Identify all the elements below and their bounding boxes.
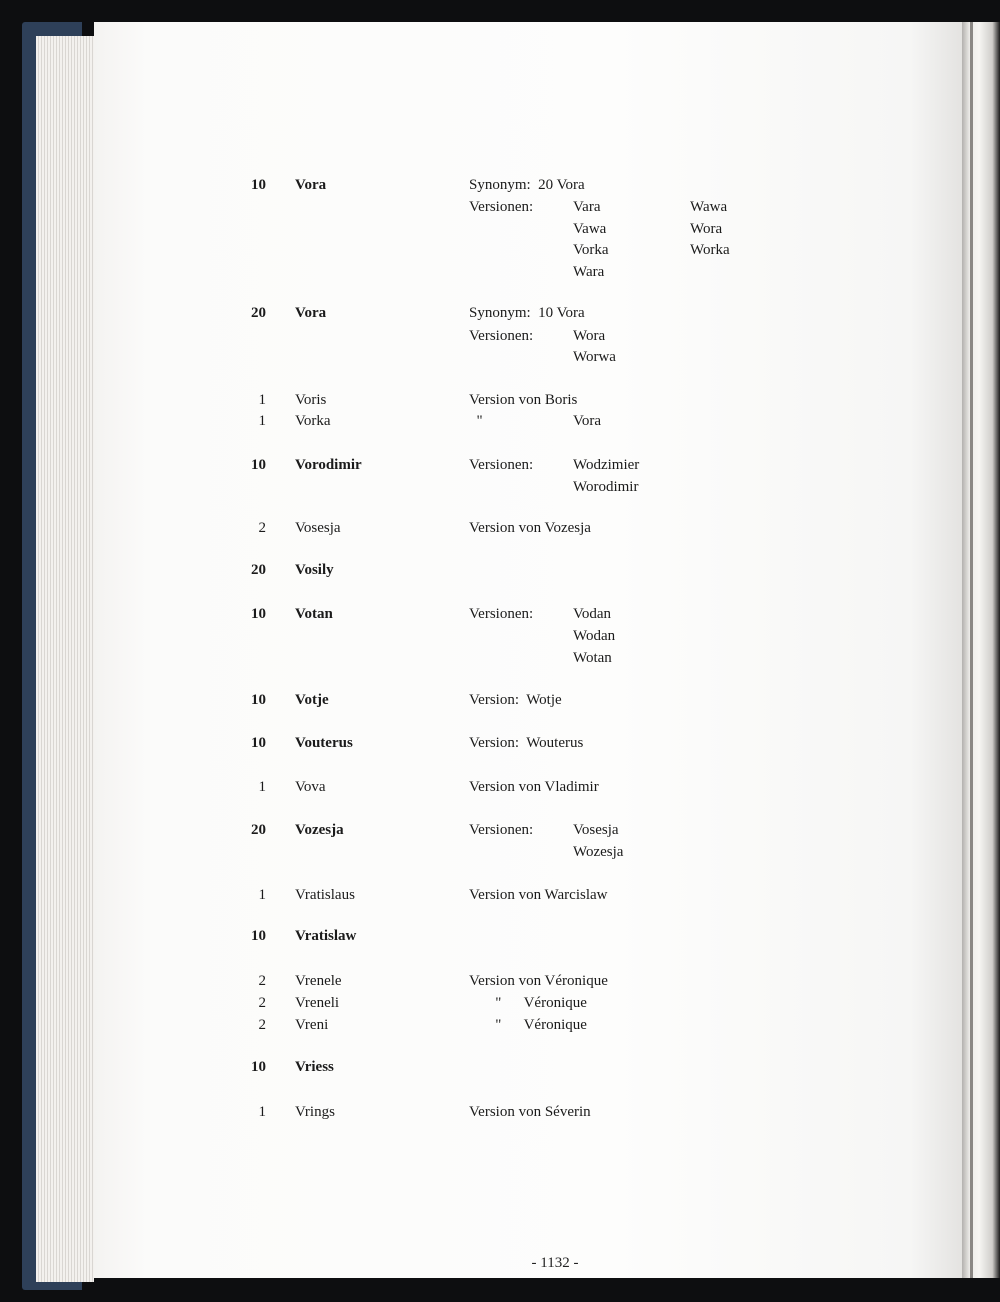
entry-row (0, 196, 1000, 218)
entry-count: 20 (251, 562, 266, 578)
entry-relation: Versionen: (469, 199, 534, 215)
entry-row (0, 346, 1000, 368)
entry-variant-extra: Wawa (690, 199, 728, 215)
entry-row (0, 218, 1000, 240)
entry-name: Vratislaus (295, 887, 355, 903)
entry-variant: Vara (573, 199, 601, 215)
entry-row (0, 689, 1000, 711)
entry-variant: Vawa (573, 221, 607, 237)
entry-count: 1 (258, 392, 266, 408)
entry-name: Vriess (295, 1059, 334, 1075)
entry-variant: Wara (573, 264, 605, 280)
entry-variant: Wotan (573, 650, 612, 666)
entry-row (0, 410, 1000, 432)
entry-count: 10 (251, 177, 266, 193)
entry-relation: Version von Boris (469, 392, 578, 408)
entry-count: 20 (251, 305, 266, 321)
entry-variant-extra: Wora (690, 221, 723, 237)
entry-count: 10 (251, 928, 266, 944)
entry-name: Vora (295, 305, 327, 321)
entry-relation: Version von Vozesja (469, 520, 591, 536)
entry-relation: " (469, 413, 483, 429)
entry-relation: Versionen: (469, 328, 534, 344)
entry-count: 10 (251, 606, 266, 622)
entry-count: 10 (251, 457, 266, 473)
entry-row (0, 1014, 1000, 1036)
entry-count: 1 (258, 779, 266, 795)
entry-count: 20 (251, 822, 266, 838)
entry-row (0, 559, 1000, 581)
entry-row (0, 970, 1000, 992)
entry-relation: Version von Vladimir (469, 779, 599, 795)
entry-count: 2 (258, 973, 266, 989)
entry-variant: Worodimir (573, 479, 639, 495)
entry-relation: Version von Véronique (469, 973, 608, 989)
entry-name: Vosily (295, 562, 334, 578)
entry-count: 1 (258, 1104, 266, 1120)
entry-row (0, 1101, 1000, 1123)
entry-row (0, 776, 1000, 798)
entry-row (0, 476, 1000, 498)
entry-name: Vrings (295, 1104, 335, 1120)
entry-row (0, 1056, 1000, 1078)
entry-variant: Vora (573, 413, 602, 429)
page-number: - 1132 - (531, 1255, 579, 1271)
entry-variant: Wodan (573, 628, 616, 644)
entry-row (0, 925, 1000, 947)
entry-variant-extra: Worka (690, 242, 730, 258)
entry-name: Voris (295, 392, 327, 408)
entry-relation: Synonym: 10 Vora (469, 305, 585, 321)
entry-row (0, 389, 1000, 411)
entry-name: Vratislaw (295, 928, 357, 944)
entry-relation: Versionen: (469, 606, 534, 622)
entry-count: 10 (251, 692, 266, 708)
entry-row (0, 647, 1000, 669)
entry-count: 1 (258, 413, 266, 429)
entry-variant: Vorka (573, 242, 609, 258)
entry-row (0, 517, 1000, 539)
entry-variant: Wora (573, 328, 606, 344)
entry-name: Vova (295, 779, 326, 795)
entry-row (0, 884, 1000, 906)
entry-relation: Version von Warcislaw (469, 887, 608, 903)
entry-relation: " Véronique (469, 995, 587, 1011)
entry-name: Vrenele (295, 973, 342, 989)
entry-variant: Worwa (573, 349, 616, 365)
entry-row (0, 841, 1000, 863)
entry-relation: Version von Séverin (469, 1104, 591, 1120)
entry-row (0, 454, 1000, 476)
entry-count: 10 (251, 1059, 266, 1075)
entry-name: Vreneli (295, 995, 340, 1011)
entry-row (0, 992, 1000, 1014)
entry-row (0, 819, 1000, 841)
entry-name: Vouterus (295, 735, 353, 751)
entry-relation: Synonym: 20 Vora (469, 177, 585, 193)
entry-variant: Vosesja (573, 822, 619, 838)
entry-name: Vreni (295, 1017, 329, 1033)
entry-name: Votje (295, 692, 329, 708)
entry-name: Votan (295, 606, 333, 622)
entry-relation: Versionen: (469, 457, 534, 473)
entry-relation: Version: Wouterus (469, 735, 584, 751)
entry-row (0, 325, 1000, 347)
entry-count: 1 (258, 887, 266, 903)
entry-count: 2 (258, 995, 266, 1011)
entry-row (0, 302, 1000, 324)
entry-count: 2 (258, 520, 266, 536)
entry-row (0, 603, 1000, 625)
entry-row (0, 174, 1000, 196)
entry-row (0, 625, 1000, 647)
entry-relation: Versionen: (469, 822, 534, 838)
entry-name: Vora (295, 177, 327, 193)
entry-variant: Wozesja (573, 844, 624, 860)
entry-relation: " Véronique (469, 1017, 587, 1033)
entry-row (0, 261, 1000, 283)
entry-row (0, 239, 1000, 261)
entry-count: 10 (251, 735, 266, 751)
entry-name: Vorodimir (295, 457, 362, 473)
entry-name: Vosesja (295, 520, 341, 536)
entry-name: Vozesja (295, 822, 344, 838)
entry-variant: Vodan (573, 606, 612, 622)
entry-relation: Version: Wotje (469, 692, 562, 708)
entry-count: 2 (258, 1017, 266, 1033)
entry-variant: Wodzimier (573, 457, 640, 473)
entry-name: Vorka (295, 413, 331, 429)
entry-row (0, 732, 1000, 754)
